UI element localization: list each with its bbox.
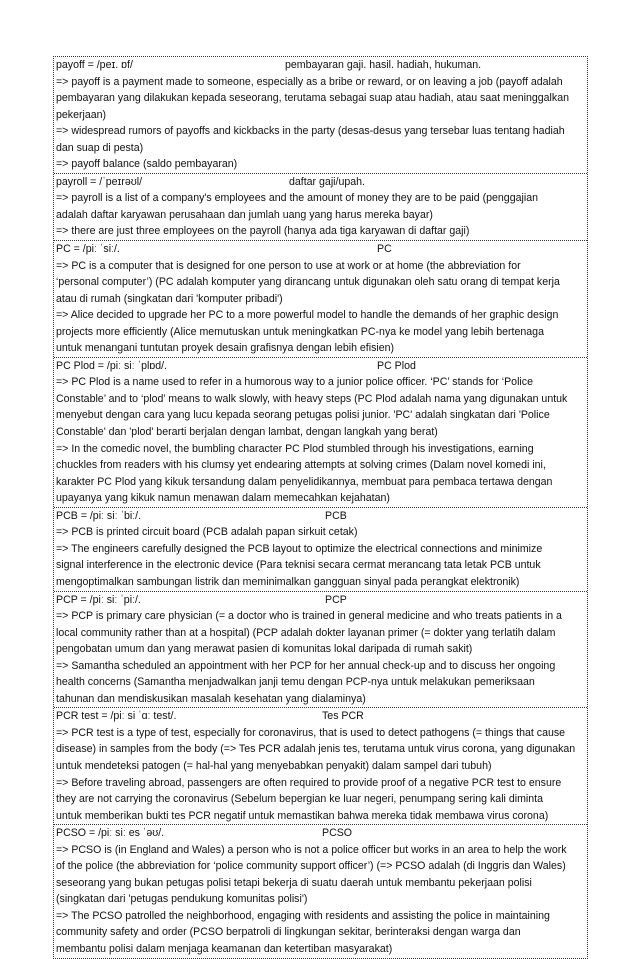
entry-line: ‘personal computer’) (PC adalah komputer yang dirancang untuk digunakan oleh satu orang di tempat kerja bbox=[56, 276, 560, 289]
glossary-entry bbox=[54, 173, 587, 240]
entry-line: untuk menangani tuntutan proyek desain grafisnya dengan lebih efisien) bbox=[56, 342, 395, 355]
entry-line: => payoff is a payment made to someone, especially as a bribe or reward, or on leaving a job (payoff adalah bbox=[56, 75, 563, 88]
entry-translation: PC Plod bbox=[377, 359, 416, 372]
entry-line: => The engineers carefully designed the PCB layout to optimize the electrical connections and minimize bbox=[56, 542, 543, 555]
entry-line: => PCR test is a type of test, especially for coronavirus, that is used to detect pathogens (= things that cause bbox=[56, 726, 566, 739]
entry-line: chuckles from readers with his clumsy yet endearing attempts at solving crimes (Dalam novel komedi ini, bbox=[56, 459, 546, 472]
entry-line: (singkatan dari 'petugas pendukung komunitas polisi') bbox=[56, 893, 308, 906]
entry-line: projects more efficiently (Alice memutuskan untuk meningkatkan PC-nya ke model yang lebih bertenaga bbox=[56, 325, 544, 338]
glossary-entry bbox=[54, 240, 587, 357]
entry-header bbox=[56, 508, 585, 525]
entry-translation: Tes PCR bbox=[322, 710, 364, 723]
entry-line: => payoff balance (saldo pembayaran) bbox=[56, 158, 238, 171]
entry-line: => Before traveling abroad, passengers are often required to provide proof of a negative PCR test to ensure bbox=[56, 776, 562, 789]
glossary-entry bbox=[54, 357, 587, 507]
glossary-entry bbox=[54, 707, 587, 824]
entry-line: karakter PC Plod yang kikuk tersandung dalam penyelidikannya, membuat para pembaca tertawa dengan bbox=[56, 475, 553, 488]
entry-line: health concerns (Samantha menjadwalkan janji temu dengan PCP-nya untuk melakukan pemeriksaan bbox=[56, 676, 535, 689]
entry-line: Constable' dan 'plod' berarti berjalan dengan lambat, dengan langkah yang berat) bbox=[56, 426, 438, 439]
entry-header bbox=[56, 358, 585, 375]
entry-line: pengobatan umum dan yang merawat pasien di komunitas lokal daripada di rumah sakit) bbox=[56, 643, 473, 656]
entry-line: Constable’ and to ‘plod’ means to walk slowly, with heavy steps (PC Plod adalah nama yang digunakan untuk bbox=[56, 392, 568, 405]
entry-header bbox=[56, 241, 585, 258]
entry-line: adalah daftar karyawan perusahaan dan jumlah uang yang harus mereka bayar) bbox=[56, 208, 433, 221]
entry-line: pekerjaan) bbox=[56, 108, 107, 121]
entry-term: payoff = /peɪ. ɒf/ bbox=[56, 59, 133, 71]
entry-line: => PCSO is (in England and Wales) a person who is not a police officer but works in an area to help the work bbox=[56, 843, 567, 856]
entry-line: => there are just three employees on the payroll (hanya ada tiga karyawan di daftar gaji) bbox=[56, 225, 470, 238]
entry-term: PC = /piː ˈsiː/. bbox=[56, 243, 120, 256]
glossary-entry bbox=[54, 591, 587, 708]
entry-header bbox=[56, 825, 585, 842]
entry-line: => Samantha scheduled an appointment with her PCP for her annual check-up and to discuss her ongoing bbox=[56, 659, 556, 672]
entry-line: => In the comedic novel, the bumbling character PC Plod stumbled through his investigations, earning bbox=[56, 442, 534, 455]
entry-term: PCR test = /piː si ˈɑː test/. bbox=[56, 710, 177, 723]
glossary-entry bbox=[54, 57, 587, 173]
entry-translation: PCP bbox=[325, 593, 347, 606]
entry-line: => The PCSO patrolled the neighborhood, engaging with residents and assisting the police in maintaining bbox=[56, 909, 550, 922]
entry-line: of the police (the abbreviation for ‘police community support officer’) (=> PCSO adalah (di Inggris dan Wales) bbox=[56, 860, 566, 873]
entry-translation: PC bbox=[377, 243, 392, 256]
entry-line: pembayaran yang dilakukan kepada seseorang, terutama sebagai suap atau hadiah, atau saat meninggalkan bbox=[56, 92, 569, 105]
entry-term: PCSO = /piː siː es ˈəʊ/. bbox=[56, 827, 165, 840]
entry-line: => PC Plod is a name used to refer in a humorous way to a junior police officer. ‘PC’ stands for ‘Police bbox=[56, 376, 533, 389]
entry-line: membantu polisi dalam menjaga keamanan dan ketertiban masyarakat) bbox=[56, 942, 393, 955]
entry-line: => widespread rumors of payoffs and kickbacks in the party (desas-desus yang tersebar luas tentang hadiah bbox=[56, 125, 565, 138]
entry-header bbox=[56, 708, 585, 725]
entry-line: signal interference in the electronic device (Para teknisi secara cermat merancang tata letak PCB untuk bbox=[56, 559, 541, 572]
entry-line: untuk mendeteksi patogen (= hal-hal yang menyebabkan penyakit) dalam sampel dari tubuh) bbox=[56, 759, 492, 772]
entry-translation: PCB bbox=[325, 509, 347, 522]
entry-line: untuk memberikan bukti tes PCR negatif untuk memastikan bahwa mereka tidak membawa virus corona) bbox=[56, 809, 549, 822]
entry-term: payroll = /ˈpeɪrəʊl/ bbox=[56, 175, 143, 188]
entry-term: PCB = /piː siː ˈbiː/. bbox=[56, 509, 142, 522]
entry-line: community safety and order (PCSO berpatroli di lingkungan sekitar, berinteraksi dengan warga dan bbox=[56, 926, 521, 939]
entry-translation: PCSO bbox=[322, 827, 353, 840]
entry-line: atau di rumah (singkatan dari 'komputer pribadi') bbox=[56, 292, 283, 305]
entry-line: => PCB is printed circuit board (PCB adalah papan sirkuit cetak) bbox=[56, 526, 358, 539]
entry-line: seseorang yang bukan petugas polisi tetapi bekerja di suatu daerah untuk membantu pekerjaan polisi bbox=[56, 876, 532, 889]
entry-term: PCP = /piː siː ˈpiː/. bbox=[56, 593, 141, 606]
entry-header bbox=[56, 57, 585, 74]
entry-translation: pembayaran gaji. hasil. hadiah, hukuman. bbox=[285, 59, 482, 71]
glossary-document bbox=[53, 56, 588, 959]
entry-translation: daftar gaji/upah. bbox=[289, 175, 365, 188]
entry-header bbox=[56, 592, 585, 609]
entry-line: tahunan dan mendiskusikan masalah kesehatan yang dialaminya) bbox=[56, 692, 366, 705]
entry-line: local community rather than at a hospital) (PCP adalah dokter layanan primer (= dokter yang terlatih dalam bbox=[56, 626, 556, 639]
entry-line: => Alice decided to upgrade her PC to a more powerful model to handle the demands of her graphic design bbox=[56, 309, 559, 322]
entry-term: PC Plod = /piː siː ˈplɒd/. bbox=[56, 359, 167, 372]
entry-line: mengoptimalkan sambungan listrik dan meminimalkan gangguan sinyal pada perangkat elektronik) bbox=[56, 575, 520, 588]
glossary-entry bbox=[54, 824, 587, 957]
entry-line: => payroll is a list of a company's employees and the amount of money they are to be paid (penggajian bbox=[56, 192, 538, 205]
entry-line: menyebut dengan cara yang lucu kepada seorang petugas polisi junior. 'PC' adalah singkatan dari 'Police bbox=[56, 409, 550, 422]
entry-line: upayanya yang kikuk namun menawan dalam memecahkan kejahatan) bbox=[56, 492, 390, 505]
entry-header bbox=[56, 174, 585, 191]
entry-line: disease) in samples from the body (=> Tes PCR adalah jenis tes, terutama untuk virus corona, yang digunakan bbox=[56, 743, 576, 756]
glossary-entry bbox=[54, 507, 587, 591]
entry-line: => PC is a computer that is designed for one person to use at work or at home (the abbreviation for bbox=[56, 259, 521, 272]
entry-line: => PCP is primary care physician (= a doctor who is trained in general medicine and who treats patients in a bbox=[56, 610, 562, 623]
entry-line: dan suap di pesta) bbox=[56, 141, 144, 154]
entry-line: they are not carrying the coronavirus (Sebelum bepergian ke luar negeri, penumpang sering kali diminta bbox=[56, 793, 543, 806]
